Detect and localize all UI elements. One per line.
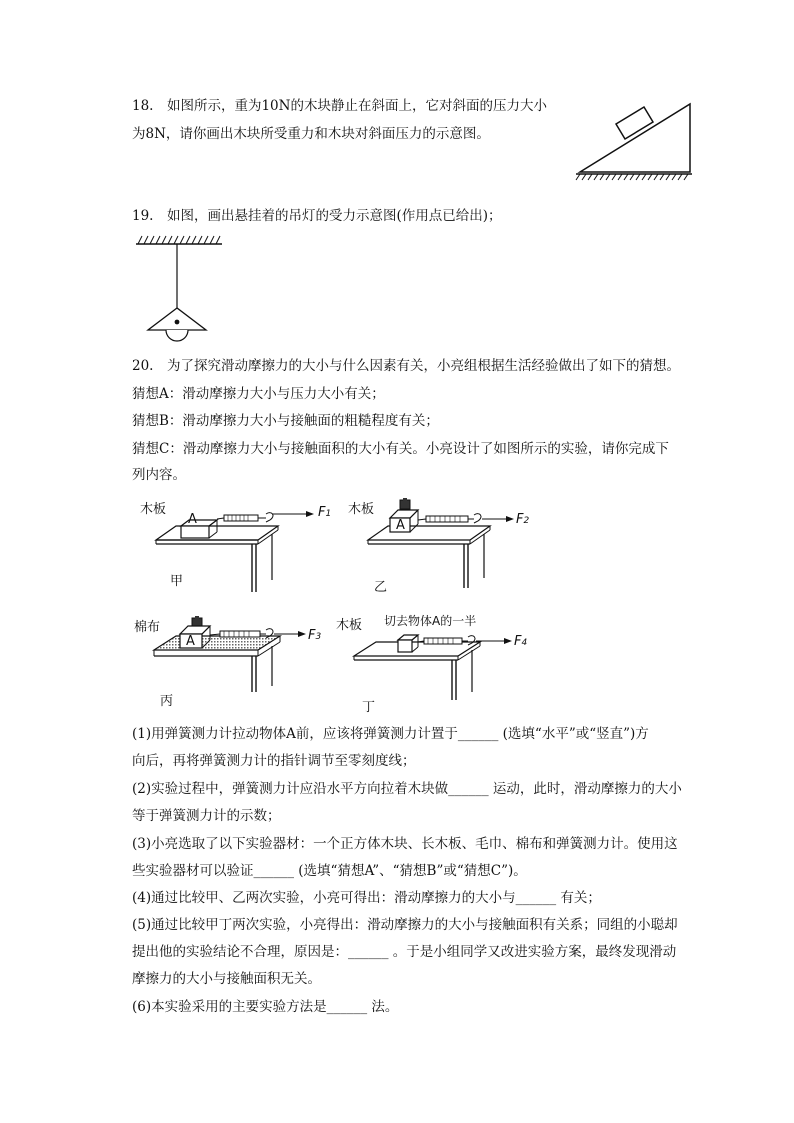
fig-yi-surface-label: 木板 (348, 502, 375, 517)
q20-item-4: (4)通过比较甲、乙两次实验，小亮可得出：滑动摩擦力的大小与______ 有关； (132, 890, 601, 906)
q20-item-1b: 向后，再将弹簧测力计的指针调节至零刻度线； (132, 753, 416, 769)
incline-ground-hatch (576, 174, 688, 180)
q18-line-1: 18. 如图所示，重为10N的木块静止在斜面上，它对斜面的压力大小 (132, 98, 547, 114)
q20-guess-a: 猜想A：滑动摩擦力大小与压力大小有关； (132, 386, 385, 402)
fig-ding-note: 切去物体A的一半 (384, 614, 477, 628)
q20-item-5b: 提出他的实验结论不合理，原因是：______ 。于是小组同学又改进实验方案，最终发现滑动 (132, 944, 677, 960)
weight (400, 500, 410, 509)
fig-ding-force-label: F4 (514, 634, 528, 649)
q20-item-1a: (1)用弹簧测力计拉动物体A前，应该将弹簧测力计置于______ (选填“水平”或“竖直”)方 (132, 726, 649, 742)
fig-yi-caption: 乙 (374, 580, 388, 595)
hanging-lamp-figure (130, 234, 230, 346)
fig-bing-surface-label: 棉布 (134, 620, 161, 635)
lamp-bulb (166, 330, 188, 341)
ceiling-hatch (138, 236, 220, 244)
lamp-action-point (175, 320, 180, 325)
fig-bing-caption: 丙 (160, 694, 174, 709)
fig-yi-block-label: A (396, 518, 405, 533)
q20-item-5a: (5)通过比较甲丁两次实验，小亮得出：滑动摩擦力的大小与接触面积有关系；同组的小聪却 (132, 917, 678, 933)
lamp-shade (148, 308, 206, 330)
q20-item-2b: 等于弹簧测力计的示数； (132, 808, 281, 824)
experiment-figure-yi (360, 498, 560, 590)
fig-yi-force-label: F2 (516, 512, 530, 527)
q20-item-3a: (3)小亮选取了以下实验器材：一个正方体木块、长木板、毛巾、棉布和弹簧测力计。使用这 (132, 836, 678, 852)
fig-ding-caption: 丁 (362, 700, 376, 715)
fig-ding-surface-label: 木板 (336, 618, 363, 633)
fig-bing-block-label: A (186, 634, 195, 649)
q19-line-1: 19. 如图，画出悬挂着的吊灯的受力示意图(作用点已给出)； (132, 208, 502, 224)
fig-bing-force-label: F3 (308, 628, 322, 643)
q20-item-6: (6)本实验采用的主要实验方法是______ 法。 (132, 999, 399, 1015)
fig-jia-block-label: A (188, 512, 197, 527)
spring-scale (224, 515, 258, 521)
q20-guess-c-line-2: 列内容。 (132, 467, 186, 483)
fig-jia-caption: 甲 (170, 574, 184, 589)
experiment-figure-bing (148, 614, 348, 694)
incline-figure (572, 96, 696, 186)
q18-line-2: 为8N，请你画出木块所受重力和木块对斜面压力的示意图。 (132, 126, 490, 142)
cloth-surface (154, 636, 280, 650)
q20-intro: 20. 为了探究滑动摩擦力的大小与什么因素有关，小亮组根据生活经验做出了如下的猜想。 (132, 358, 680, 374)
q20-guess-c-line-1: 猜想C：滑动摩擦力大小与接触面积的大小有关。小亮设计了如图所示的实验，请你完成下 (132, 441, 669, 457)
fig-jia-force-label: F1 (318, 505, 332, 520)
q20-item-3b: 些实验器材可以验证______ (选填“猜想A”、“猜想B”或“猜想C”)。 (132, 863, 527, 879)
q20-item-5c: 摩擦力的大小与接触面积无关。 (132, 971, 321, 987)
q20-item-2a: (2)实验过程中，弹簧测力计应沿水平方向拉着木块做______ 运动，此时，滑动摩擦力的大小 (132, 781, 682, 797)
q20-guess-b: 猜想B：滑动摩擦力大小与接触面的粗糙程度有关； (132, 413, 439, 429)
fig-jia-surface-label: 木板 (140, 502, 167, 517)
block-a (181, 520, 217, 526)
